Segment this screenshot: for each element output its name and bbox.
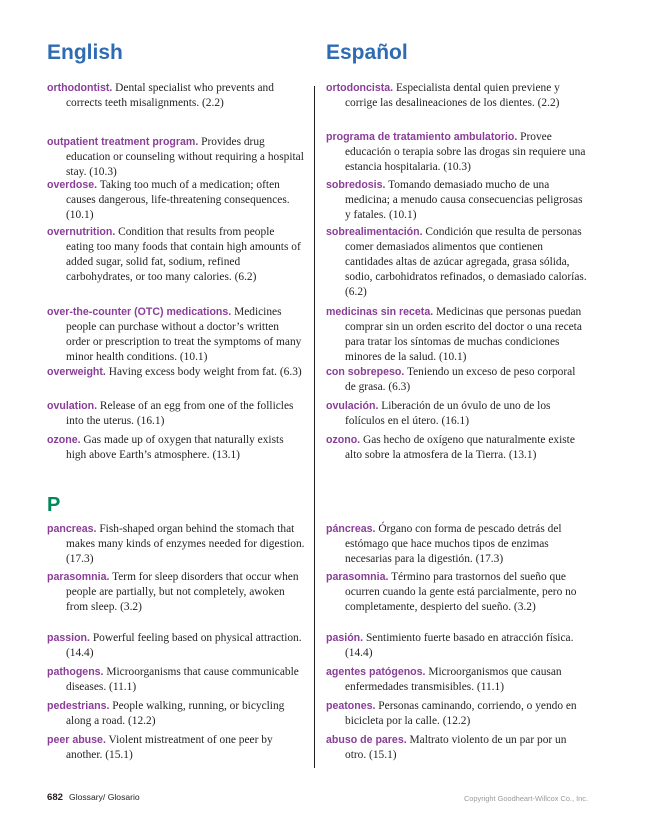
footer-label: Glossary/ Glosario xyxy=(69,792,140,802)
glossary-entry xyxy=(47,699,305,729)
glossary-entry xyxy=(326,130,588,175)
glossary-definition: Sentimiento fuerte basado en atracción física. (14.4) xyxy=(345,632,574,659)
glossary-entry xyxy=(47,135,305,180)
glossary-definition: Liberación de un óvulo de uno de los folículos en el útero. (16.1) xyxy=(345,400,551,427)
section-letter: P xyxy=(47,494,61,516)
glossary-definition: Release of an egg from one of the follicles into the uterus. (16.1) xyxy=(66,400,294,427)
glossary-entry xyxy=(326,225,588,300)
glossary-term: ovulación. xyxy=(326,400,379,412)
glossary-definition: Teniendo un exceso de peso corporal de grasa. (6.3) xyxy=(345,366,576,393)
glossary-definition: Provee educación o terapia sobre las drogas sin requiere una estancia hospitalaria. (10.3) xyxy=(345,131,586,173)
glossary-entry xyxy=(326,699,588,729)
glossary-entry xyxy=(326,81,588,111)
glossary-term: sobredosis. xyxy=(326,179,386,191)
glossary-term: over-the-counter (OTC) medications. xyxy=(47,306,232,318)
glossary-entry xyxy=(47,433,305,463)
glossary-entry xyxy=(47,225,305,285)
glossary-definition: Violent mistreatment of one peer by another. (15.1) xyxy=(66,734,273,761)
glossary-term: orthodontist. xyxy=(47,82,113,94)
glossary-definition: Fish-shaped organ behind the stomach that makes many kinds of enzymes needed for digestion. (17.3) xyxy=(66,523,305,565)
glossary-definition: Microorganismos que causan enfermedades transmisibles. (11.1) xyxy=(345,666,562,693)
glossary-term: ozone. xyxy=(47,434,81,446)
glossary-term: páncreas. xyxy=(326,523,376,535)
glossary-definition: Órgano con forma de pescado detrás del estómago que hace muchos tipos de enzimas necesarias para la digestión. (17.3) xyxy=(345,523,562,565)
glossary-definition: Dental specialist who prevents and corrects teeth misalignments. (2.2) xyxy=(66,82,274,109)
glossary-definition: Having excess body weight from fat. (6.3) xyxy=(105,366,302,378)
glossary-term: pathogens. xyxy=(47,666,104,678)
column-divider xyxy=(314,86,315,768)
english-heading: English xyxy=(47,41,123,64)
english-column xyxy=(47,36,305,761)
glossary-term: con sobrepeso. xyxy=(326,366,405,378)
glossary-entry xyxy=(326,522,588,567)
glossary-term: ozono. xyxy=(326,434,361,446)
glossary-term: overdose. xyxy=(47,179,98,191)
glossary-term: peatones. xyxy=(326,700,376,712)
glossary-definition: Maltrato violento de un par por un otro. (15.1) xyxy=(345,734,567,761)
glossary-term: agentes patógenos. xyxy=(326,666,426,678)
glossary-term: passion. xyxy=(47,632,90,644)
glossary-definition: Condición que resulta de personas comer demasiados alimentos que contienen cantidades altas de azúcar agregada, grasa sólida, sodio, carbohidratos refinados, o demasiado calorías. (6.2) xyxy=(345,226,587,298)
glossary-entry xyxy=(326,570,588,615)
glossary-entry xyxy=(47,365,305,380)
glossary-definition: Condition that results from people eating too many foods that contain high amounts of added sugar, solid fat, sodium, refined carbohydrates, or too many calories. (6.2) xyxy=(66,226,301,283)
glossary-entry xyxy=(326,178,588,223)
glossary-term: pasión. xyxy=(326,632,364,644)
glossary-term: programa de tratamiento ambulatorio. xyxy=(326,131,518,143)
glossary-term: parasomnia. xyxy=(326,571,389,583)
glossary-entry xyxy=(47,522,305,567)
glossary-term: outpatient treatment program. xyxy=(47,136,199,148)
glossary-term: abuso de pares. xyxy=(326,734,407,746)
spanish-column xyxy=(326,36,588,761)
glossary-term: overweight. xyxy=(47,366,106,378)
glossary-entry xyxy=(47,81,305,111)
glossary-term: medicinas sin receta. xyxy=(326,306,434,318)
glossary-definition: Gas hecho de oxígeno que naturalmente existe alto sobre la atmosfera de la Tierra. (13.1) xyxy=(345,434,575,461)
glossary-definition: Especialista dental quien previene y corrige las desalineaciones de los dientes. (2.2) xyxy=(345,82,560,109)
glossary-term: pancreas. xyxy=(47,523,97,535)
glossary-term: sobrealimentación. xyxy=(326,226,423,238)
footer-left xyxy=(47,792,140,803)
spanish-heading: Español xyxy=(326,41,408,64)
glossary-definition: Medicinas que personas puedan comprar sin un orden escrito del doctor o una receta para tratar los síntomas de muchas condiciones minores de la salud. (10.1) xyxy=(345,306,582,363)
glossary-entry xyxy=(47,305,305,365)
glossary-definition: Gas made up of oxygen that naturally exists high above Earth’s atmosphere. (13.1) xyxy=(66,434,284,461)
glossary-term: overnutrition. xyxy=(47,226,116,238)
page-number: 682 xyxy=(47,792,64,803)
glossary-definition: Término para trastornos del sueño que ocurren cuando la gente está parcialmente, pero no completamente, despierto del sueño. (3.2) xyxy=(345,571,577,613)
glossary-entry xyxy=(47,631,305,661)
copyright: Copyright Goodheart-Willcox Co., Inc. xyxy=(463,794,588,803)
glossary-definition: Tomando demasiado mucho de una medicina; a menudo causa consecuencias peligrosas y fatales. (10.1) xyxy=(345,179,583,221)
glossary-entry xyxy=(326,733,588,763)
glossary-entry xyxy=(326,433,588,463)
glossary-definition: People walking, running, or bicycling along a road. (12.2) xyxy=(66,700,285,727)
glossary-term: ovulation. xyxy=(47,400,98,412)
glossary-definition: Personas caminando, corriendo, o yendo en bicicleta por la calle. (12.2) xyxy=(345,700,577,727)
glossary-term: ortodoncista. xyxy=(326,82,394,94)
glossary-entry xyxy=(47,570,305,615)
glossary-definition: Provides drug education or counseling without requiring a hospital stay. (10.3) xyxy=(66,136,304,178)
glossary-entry xyxy=(326,631,588,661)
glossary-definition: Taking too much of a medication; often causes dangerous, life-threatening consequences. (10.1) xyxy=(66,179,290,221)
glossary-term: pedestrians. xyxy=(47,700,110,712)
glossary-entry xyxy=(326,365,588,395)
glossary-term: parasomnia. xyxy=(47,571,110,583)
glossary-entry xyxy=(326,305,588,365)
glossary-entry xyxy=(47,665,305,695)
glossary-entry xyxy=(326,399,588,429)
glossary-definition: Term for sleep disorders that occur when people are partially, but not completely, awoken from sleep. (3.2) xyxy=(66,571,299,613)
glossary-definition: Microorganisms that cause communicable diseases. (11.1) xyxy=(66,666,299,693)
glossary-term: peer abuse. xyxy=(47,734,106,746)
glossary-definition: Powerful feeling based on physical attraction. (14.4) xyxy=(66,632,302,659)
glossary-entry xyxy=(47,733,305,763)
glossary-entry xyxy=(326,665,588,695)
glossary-definition: Medicines people can purchase without a doctor’s written order or prescription to treat the symptoms of many minor health conditions. (10.1) xyxy=(66,306,302,363)
glossary-entry xyxy=(47,399,305,429)
glossary-entry xyxy=(47,178,305,223)
